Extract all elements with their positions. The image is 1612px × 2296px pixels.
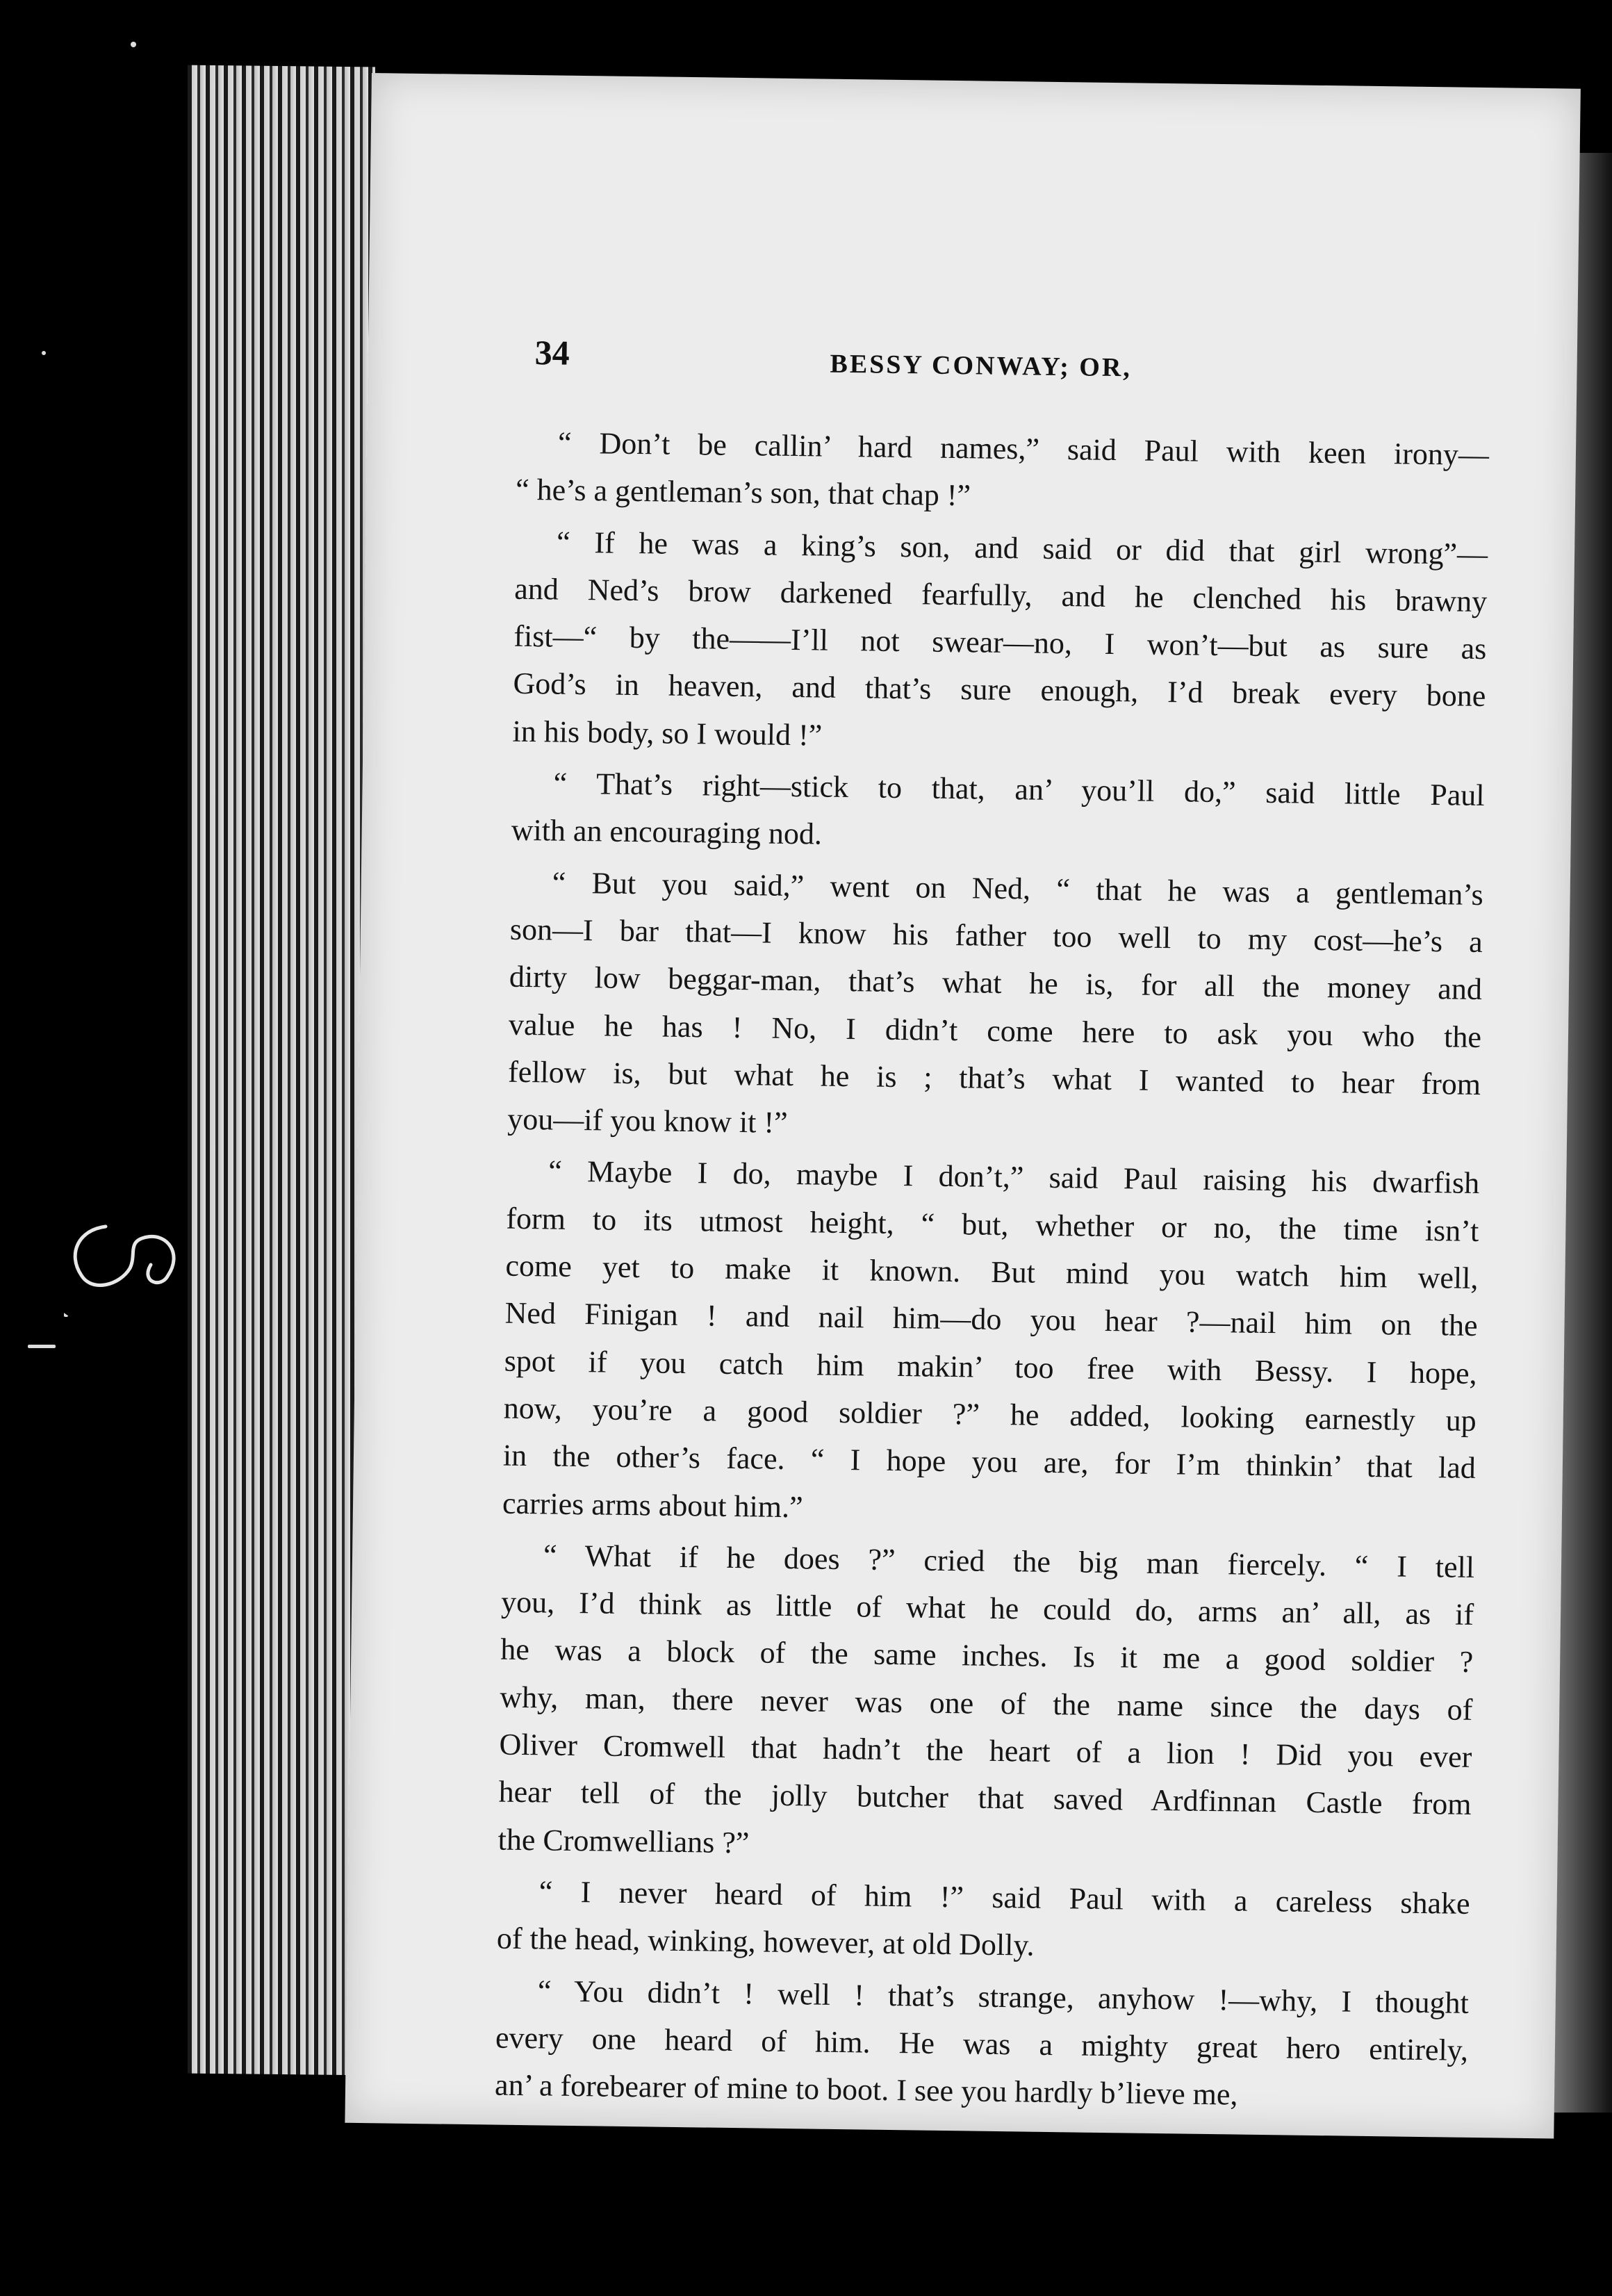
scribble-mark [64,1213,210,1317]
text-line: “ You didn’t ! well ! that’s strange, anyhow !—why, I thought [537,1973,1470,2020]
text-line: dirty low beggar-man, that’s what he is, for all the money and [509,959,1483,1007]
text-line: hear tell of the jolly butcher that saved Ardfinnan Castle from [498,1774,1472,1822]
text-line: “ he’s a gentleman’s son, that chap !” [515,473,971,513]
paragraph [507,858,1483,1156]
text-line: of the head, winking, however, at old Dolly. [496,1921,1035,1962]
text-line: an’ a forebearer of mine to boot. I see you hardly b’lieve me, [494,2067,1238,2112]
text-line: carries arms about him.” [502,1486,803,1524]
paragraph [502,1147,1480,1540]
paragraph [495,1967,1470,2122]
text-line: he was a block of the same inches. Is it me a good soldier ? [500,1632,1474,1680]
dust-speck [42,351,46,355]
paragraph [512,518,1488,768]
text-line: Ned Finigan ! and nail him—do you hear ?—nail him on the [504,1296,1478,1343]
paragraph [497,1531,1474,1876]
text-line: every one heard of him. He was a mighty great hero entirely, [495,2020,1469,2067]
text-line: “ But you said,” went on Ned, “ that he was a gentleman’s [552,865,1483,912]
dust-speck [28,1345,56,1348]
paragraph [516,419,1490,527]
text-line: in his body, so I would !” [512,714,823,753]
text-line: “ What if he does ?” cried the big man fiercely. “ I tell [543,1538,1475,1584]
text-line: why, man, there never was one of the name since the days of [500,1680,1473,1727]
text-line: the Cromwellians ?” [497,1822,750,1860]
running-title: BESSY CONWAY; OR, [830,349,1133,383]
text-line: Oliver Cromwell that hadn’t the heart of a lion ! Did you ever [499,1727,1472,1774]
text-line: fist—“ by the——I’ll not swear—no, I won’t—but as sure as [513,618,1487,666]
text-line: and Ned’s brow darkened fearfully, and he clenched his brawny [513,571,1488,618]
text-line: now, you’re a good soldier ?” he added, looking earnestly up [503,1391,1477,1438]
paragraph [511,760,1485,867]
text-line: value he has ! No, I didn’t come here to ask you who the [508,1007,1482,1054]
text-line: God’s in heaven, and that’s sure enough, I’d break every bone [513,666,1486,714]
text-line: son—I bar that—I know his father too well to my cost—he’s a [509,912,1483,960]
body-text [495,419,1490,2126]
text-line: in the other’s face. “ I hope you are, for I’m thinkin’ that lad [502,1438,1477,1486]
text-line: “ I never heard of him !” said Paul with a careless shake [538,1874,1470,1921]
text-line: form to its utmost height, “ but, whether or no, the time isn’t [506,1201,1479,1248]
text-line: “ Don’t be callin’ hard names,” said Paul with keen irony— [557,425,1490,473]
book-page [345,73,1580,2139]
text-line: you, I’d think as little of what he could do, arms an’ all, as if [500,1584,1474,1632]
text-line: spot if you catch him makin’ too free with Bessy. I hope, [504,1343,1477,1391]
page-header [534,332,1487,400]
text-line: fellow is, but what he is ; that’s what I wanted to hear from [507,1054,1481,1101]
text-line: “ If he was a king’s son, and said or did that girl wrong”— [556,525,1488,571]
paragraph [496,1867,1470,1975]
dust-speck [131,42,136,47]
text-line: with an encouraging nod. [511,813,823,851]
text-line: “ That’s right—stick to that, an’ you’ll do,” said little Paul [553,766,1485,813]
page-number: 34 [534,333,570,372]
book-page-edges [188,65,375,2076]
text-line: come yet to make it known. But mind you watch him well, [505,1248,1479,1296]
text-line: you—if you know it !” [507,1101,788,1140]
text-line: “ Maybe I do, maybe I don’t,” said Paul raising his dwarfish [548,1154,1480,1201]
